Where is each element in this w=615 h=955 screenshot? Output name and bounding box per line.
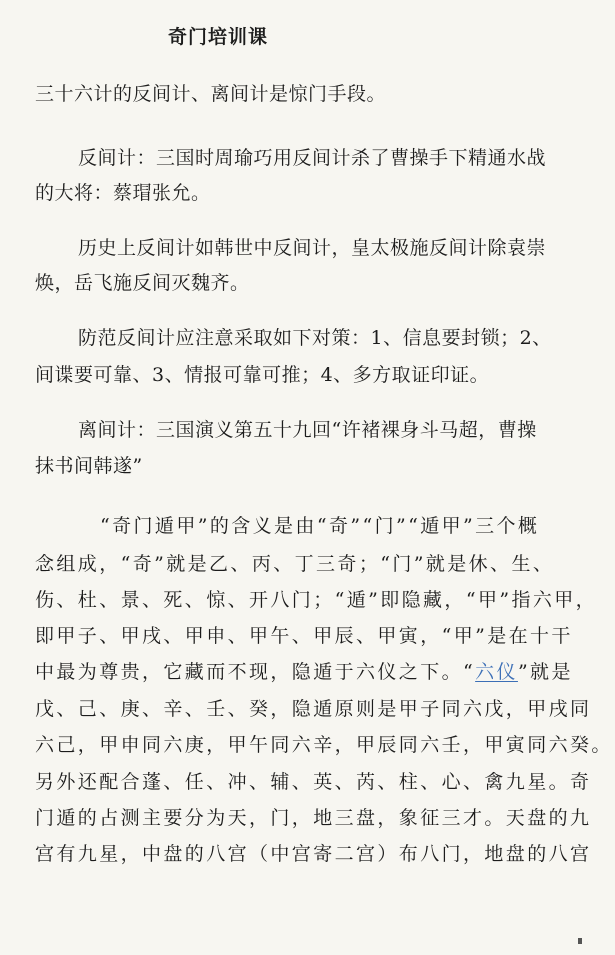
- qimen-line-10: 宫有九星，中盘的八宫（中宫寄二宫）布八门，地盘的八宫: [35, 843, 592, 865]
- qimen-line-8: 另外还配合蓬、任、冲、辅、英、芮、柱、心、禽九星。奇: [35, 771, 592, 793]
- qimen-line-2: 念组成，“奇”就是乙、丙、丁三奇；“门”就是休、生、: [35, 553, 555, 575]
- qimen-line-1: “奇门遁甲”的含义是由“奇”“门”“遁甲”三个概: [100, 515, 540, 537]
- qimen-line-7: 六己，甲申同六庚，甲午同六辛，甲辰同六壬，甲寅同六癸。: [35, 734, 613, 756]
- prevent-line-2: 间谍要可靠、3、情报可靠可推；4、多方取证印证。: [35, 364, 490, 386]
- prevent-line-1: 防范反间计应注意采取如下对策：1、信息要封锁；2、: [78, 327, 552, 349]
- qimen-line-6: 戊、己、庚、辛、壬、癸，隐遁原则是甲子同六戊，甲戌同: [35, 698, 592, 720]
- qimen-line-3: 伤、杜、景、死、惊、开八门；“遁”即隐藏，“甲”指六甲，: [35, 589, 598, 611]
- qimen-line-9: 门遁的占测主要分为天，门，地三盘，象征三才。天盘的九: [35, 807, 592, 829]
- liuyi-link[interactable]: 六仪: [475, 661, 518, 683]
- page-title: 奇门培训课: [168, 26, 269, 48]
- qimen-line-4: 即甲子、甲戌、甲申、甲午、甲辰、甲寅，“甲”是在十干: [35, 625, 573, 647]
- intro-line: 三十六计的反间计、离间计是惊门手段。: [35, 83, 387, 105]
- lijianji-line-1: 离间计：三国演义第五十九回“许褚裸身斗马超，曹操: [78, 419, 537, 441]
- qimen-line-5-pre: 中最为尊贵，它藏而不现，隐遁于六仪之下。“: [35, 661, 476, 683]
- fanjianji-line-2: 的大将：蔡瑁张允。: [35, 182, 211, 204]
- history-line-1: 历史上反间计如韩世中反间计，皇太极施反间计除袁崇: [78, 237, 547, 259]
- qimen-line-5-post: ”就是: [517, 661, 573, 683]
- lijianji-line-2: 抹书间韩遂”: [35, 455, 143, 477]
- history-line-2: 焕，岳飞施反间灭魏齐。: [35, 272, 250, 294]
- qimen-line-5: [35, 660, 573, 684]
- scan-speck: [578, 938, 582, 944]
- fanjianji-line-1: 反间计：三国时周瑜巧用反间计杀了曹操手下精通水战: [78, 147, 547, 169]
